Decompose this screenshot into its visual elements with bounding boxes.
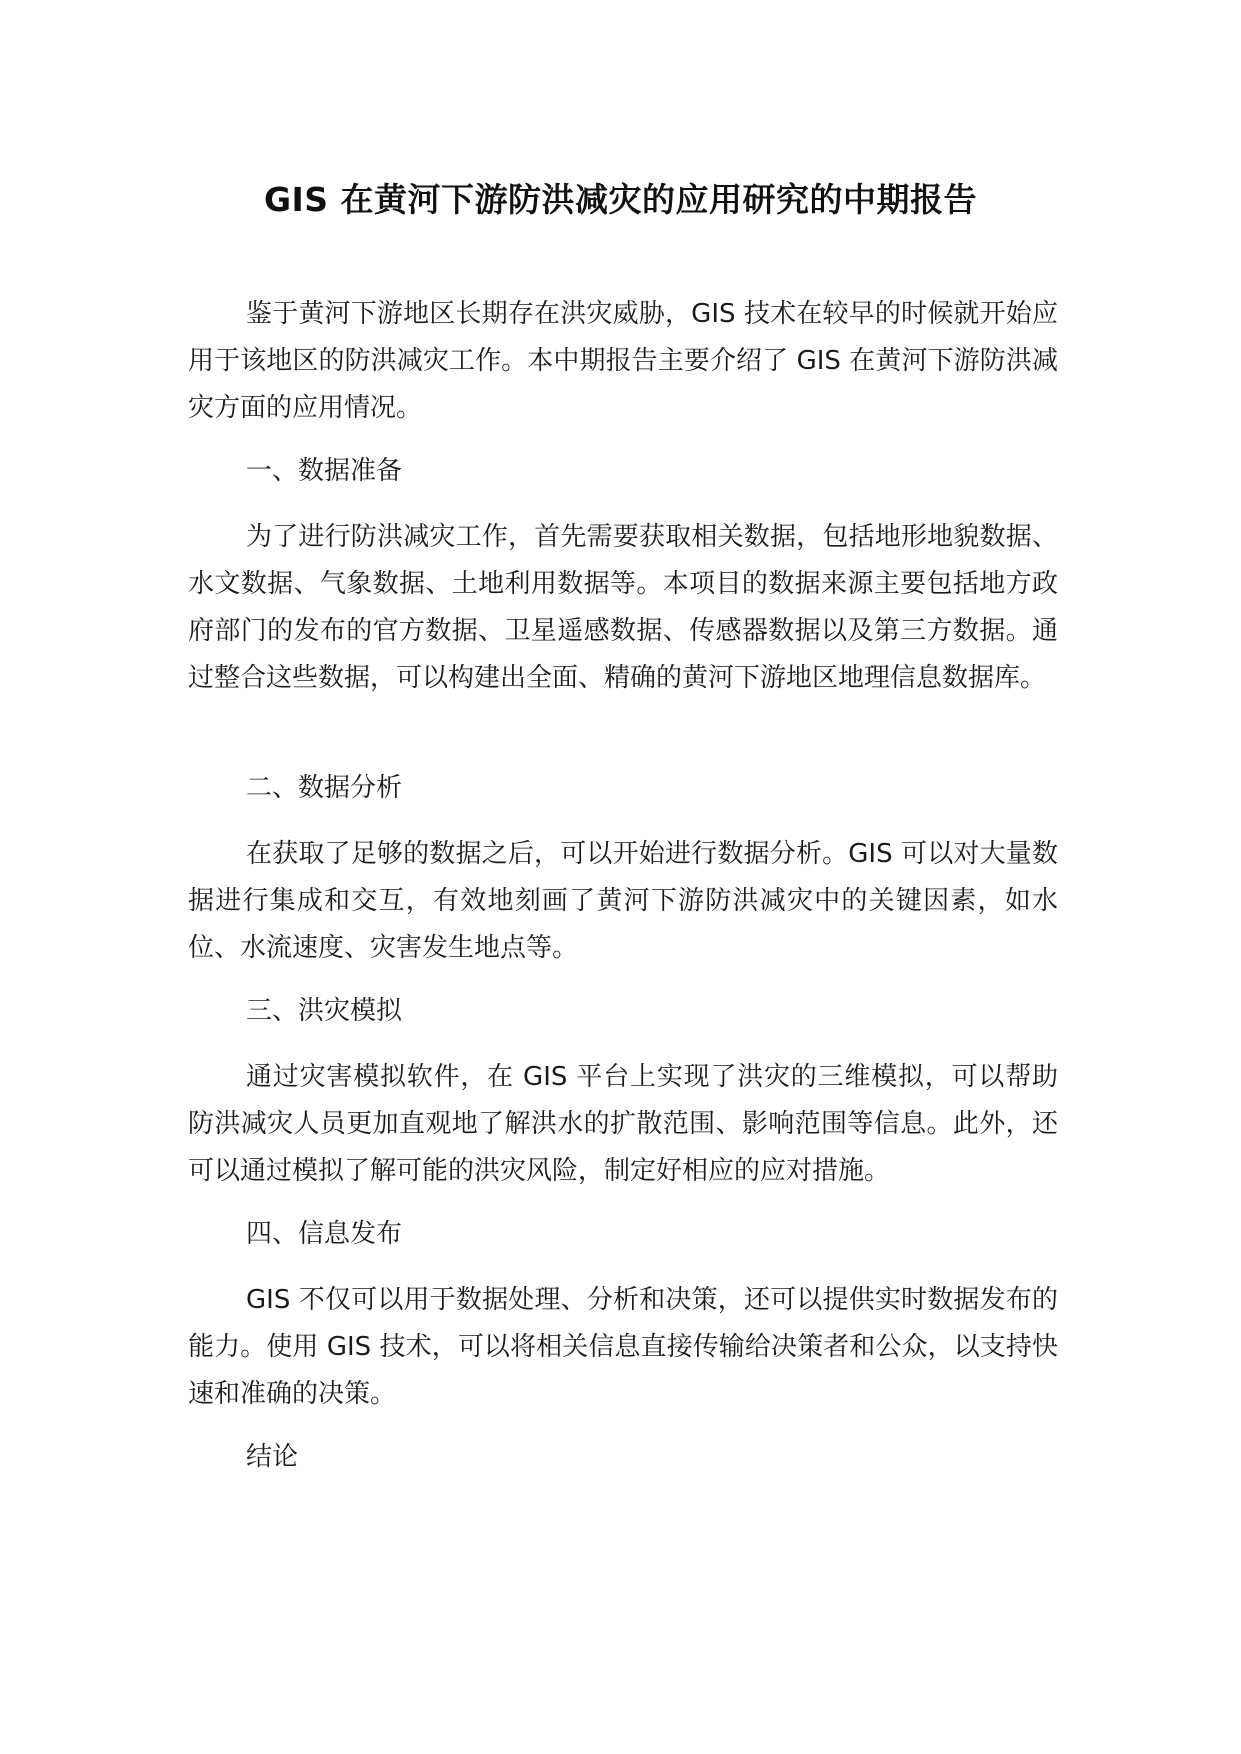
- intro-paragraph: 鉴于黄河下游地区长期存在洪灾威胁，GIS 技术在较早的时候就开始应用于该地区的防洪减灾工作。本中期报告主要介绍了 GIS 在黄河下游防洪减灾方面的应用情况。: [188, 299, 1058, 423]
- section-heading-conclusion: 结论: [246, 1442, 299, 1472]
- section-text-data-preparation: 为了进行防洪减灾工作，首先需要获取相关数据，包括地形地貌数据、水文数据、气象数据、土地利用数据等。本项目的数据来源主要包括地方政府部门的发布的官方数据、卫星遥感数据、传感器数据以及第三方数据。通过整合这些数据，可以构建出全面、精确的黄河下游地区地理信息数据库。: [188, 522, 1058, 693]
- section-text-information-release: GIS 不仅可以用于数据处理、分析和决策，还可以提供实时数据发布的能力。使用 GIS 技术，可以将相关信息直接传输给决策者和公众，以支持快速和准确的决策。: [188, 1285, 1058, 1409]
- section-text-data-analysis: 在获取了足够的数据之后，可以开始进行数据分析。GIS 可以对大量数据进行集成和交互，有效地刻画了黄河下游防洪减灾中的关键因素，如水位、水流速度、灾害发生地点等。: [188, 839, 1058, 963]
- document-title: GIS 在黄河下游防洪减灾的应用研究的中期报告: [263, 180, 978, 219]
- section-heading-data-preparation: 一、数据准备: [246, 456, 403, 486]
- section-heading-information-release: 四、信息发布: [246, 1219, 403, 1249]
- section-heading-data-analysis: 二、数据分析: [246, 773, 403, 803]
- section-text-flood-simulation: 通过灾害模拟软件，在 GIS 平台上实现了洪灾的三维模拟，可以帮助防洪减灾人员更加直观地了解洪水的扩散范围、影响范围等信息。此外，还可以通过模拟了解可能的洪灾风险，制定好相应的应对措施。: [188, 1062, 1058, 1186]
- section-heading-flood-simulation: 三、洪灾模拟: [246, 996, 403, 1026]
